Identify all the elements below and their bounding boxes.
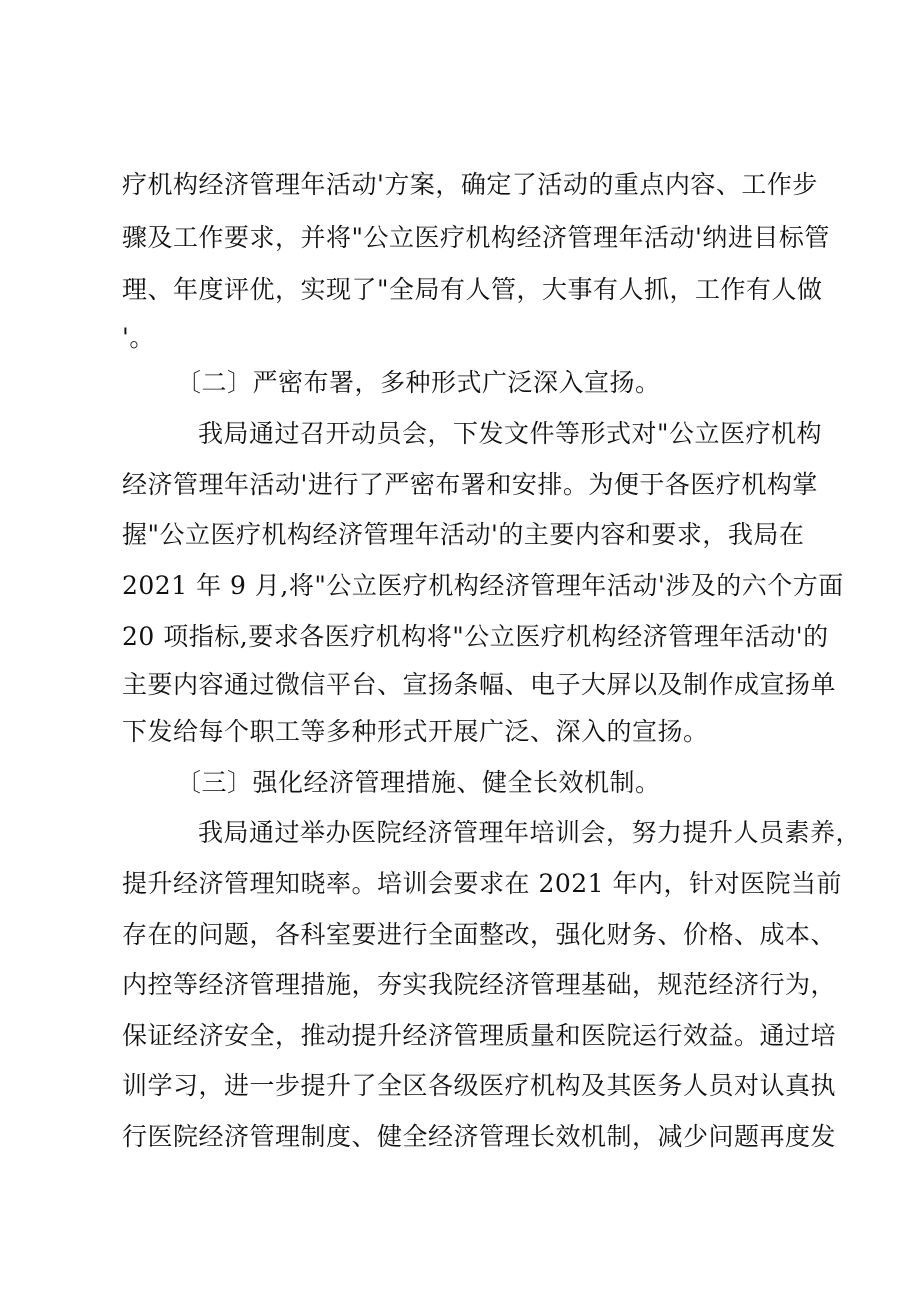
body-text-line: 握"公立医疗机构经济管理年活动'的主要内容和要求，我局在: [122, 520, 805, 549]
body-text-line: 疗机构经济管理年活动'方案，确定了活动的重点内容、工作步: [122, 170, 818, 199]
body-text-line: 我局通过召开动员会，下发文件等形式对"公立医疗机构: [198, 419, 823, 448]
section-heading: 〔三〕强化经济管理措施、健全长效机制。: [176, 768, 661, 797]
body-text-line: 2021 年 9 月,将"公立医疗机构经济管理年活动'涉及的六个方面: [122, 571, 844, 600]
body-text-line: 训学习，进一步提升了全区各级医疗机构及其医务人员对认真执: [122, 1071, 837, 1100]
section-heading: 〔二〕严密布署，多种形式广泛深入宣扬。: [176, 368, 661, 397]
body-text-line: 提升经济管理知晓率。培训会要求在 2021 年内，针对医院当前: [122, 869, 843, 898]
body-text-line: '。: [122, 323, 155, 352]
body-text-line: 行医院经济管理制度、健全经济管理长效机制，减少问题再度发: [122, 1122, 837, 1151]
body-text-line: 内控等经济管理措施，夯实我院经济管理基础，规范经济行为，: [122, 970, 837, 999]
body-text-line: 骤及工作要求，并将"公立医疗机构经济管理年活动'纳进目标管: [122, 223, 830, 252]
body-text-line: 我局通过举办医院经济管理年培训会，努力提升人员素养，: [198, 818, 862, 847]
body-text-line: 保证经济安全，推动提升经济管理质量和医院运行效益。通过培: [122, 1021, 837, 1050]
body-text-line: 经济管理年活动'进行了严密布署和安排。为便于各医疗机构掌: [122, 470, 818, 499]
body-text-line: 下发给每个职工等多种形式开展广泛、深入的宣扬。: [122, 717, 709, 746]
body-text-line: 理、年度评优，实现了"全局有人管，大事有人抓，工作有人做: [122, 275, 823, 304]
body-text-line: 存在的问题，各科室要进行全面整改，强化财务、价格、成本、: [122, 920, 837, 949]
body-text-line: 20 项指标,要求各医疗机构将"公立医疗机构经济管理年活动'的: [122, 622, 829, 651]
body-text-line: 主要内容通过微信平台、宣扬条幅、电子大屏以及制作成宣扬单: [122, 670, 837, 699]
